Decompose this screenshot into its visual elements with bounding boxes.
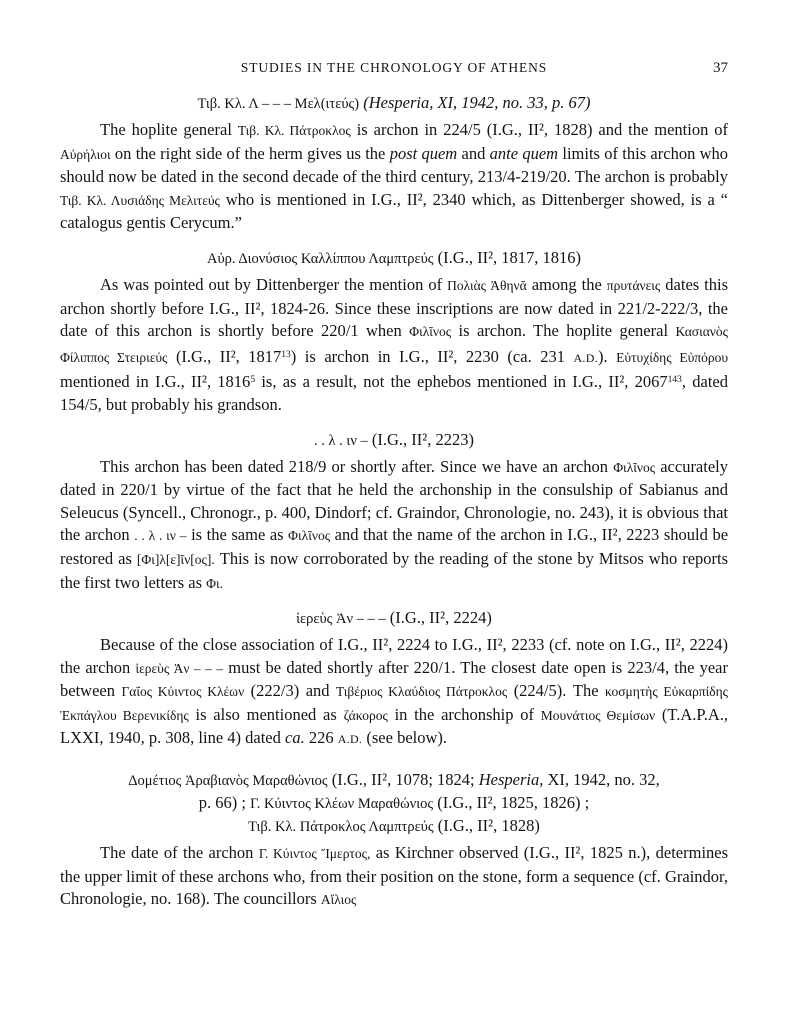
greek-text: Τιβέριος Κλαύδιος Πάτροκλος xyxy=(336,684,508,700)
section-heading xyxy=(60,247,728,270)
heading-reference: (I.G., II², 2224) xyxy=(389,608,492,628)
text-run: is archon in 224/5 (I.G., II², 1828) and the mention of xyxy=(356,120,729,139)
page-number: 37 xyxy=(713,60,728,76)
italic-text: ante quem xyxy=(489,143,559,163)
archon-name: . . λ . ιν – xyxy=(314,432,368,449)
greek-text: Φιλῖνος xyxy=(613,459,656,475)
greek-text: Φι. xyxy=(206,575,224,591)
text-run: who is mentioned in I.G., II², 2340 which, as Dittenberger showed, is a “ catalogus gentis Cerycum.” xyxy=(60,189,729,233)
text-run: as Kirchner observed (I.G., II², 1825 n.), determines the upper limit of these archons who, from their position on the stone, form a sequence (cf. Graindor, Chronologie, no. 168). The councillors xyxy=(60,843,729,909)
archon-name: Δομέτιος Ἀραβιανὸς Μαραθώνιος xyxy=(128,773,328,790)
small-caps-text: A.D. xyxy=(337,732,363,747)
heading-line xyxy=(60,792,728,815)
text-run: (T.A.P.A., LXXI, 1940, p. 308, line 4) dated xyxy=(60,704,729,748)
text-run: As was pointed out by Dittenberger the mention of xyxy=(100,274,443,294)
heading-reference: (I.G., II², 1828) xyxy=(437,816,540,836)
italic-text: post quem xyxy=(389,143,458,163)
greek-text: Εὐτυχίδης Εὐπόρου xyxy=(616,349,729,365)
text-run: dates this archon shortly before I.G., II², 1824-26. Since these inscriptions are now dated in 221/2-222/3, the date of this archon is shortly before 220/1 when xyxy=(60,274,729,341)
section-heading xyxy=(60,607,728,630)
line-number: 143 xyxy=(667,375,682,386)
text-run: The hoplite general xyxy=(100,120,232,139)
section-paragraph xyxy=(60,119,728,235)
archon-name: ἱερεὺς Ἀν – – – xyxy=(296,611,386,628)
greek-text: Αἴλιος xyxy=(320,892,357,908)
text-run: This is now corroborated by the reading of the stone by Mitsos who reports the first two letters as xyxy=(60,548,729,592)
archon-name: Αὐρ. Διονύσιος Καλλίππου Λαμπτρεύς xyxy=(206,250,434,267)
greek-text: . . λ . ιν – xyxy=(134,528,187,544)
text-run: is also mentioned as xyxy=(195,704,337,724)
greek-text: ζάκορος xyxy=(343,707,388,723)
line-number: 13 xyxy=(281,349,291,360)
greek-text: [Φι]λ[ε]ῖν[ος]. xyxy=(136,551,215,567)
greek-text: Γαΐος Κύιντος Κλέων xyxy=(121,684,245,700)
section-paragraph xyxy=(60,456,728,596)
text-run: accurately dated in 220/1 by virtue of the fact that he held the archonship in the consulship of Sabianus and Seleucus (Syncell., Chronogr., p. 400, Dindorf; cf. Graindor, Chronologie, no. 243), it is obvious that the archon xyxy=(60,456,728,545)
heading-reference: p. 66) ; xyxy=(198,793,246,813)
archon-name: Τιβ. Κλ. Λ – – – Μελ(ιτεύς) xyxy=(197,96,360,112)
text-run: among the xyxy=(531,274,602,294)
text-run: 226 xyxy=(308,728,334,748)
section-paragraph xyxy=(60,274,728,417)
text-run: (224/5). The xyxy=(513,681,599,701)
italic-text: Hesperia, xyxy=(478,770,544,790)
text-run: (see below). xyxy=(366,728,448,748)
text-run: (222/3) and xyxy=(250,681,330,701)
greek-text: Αὐρήλιοι xyxy=(60,146,111,162)
greek-text: Τιβ. Κλ. Πάτροκλος xyxy=(237,123,351,138)
section-paragraph xyxy=(60,842,728,912)
heading-reference: (I.G., II², 1817, 1816) xyxy=(437,247,582,267)
greek-text: Κασιανὸς Φίλιππος Στειριεύς xyxy=(60,324,728,365)
greek-text: ἱερεὺς Ἀν – – – xyxy=(135,660,224,676)
text-run: limits of this archon who should now be dated in the second decade of the third century, 213/4-219/20. The archon is probably xyxy=(60,143,729,187)
archon-name: Τιβ. Κλ. Πάτροκλος Λαμπτρεύς xyxy=(248,819,434,836)
greek-text: Τιβ. Κλ. Λυσιάδης Μελιτεύς xyxy=(60,192,220,208)
text-run: Because of the close association of I.G., II², 2224 to I.G., II², 2233 (cf. note on I.G., II², 2224) the archon xyxy=(60,635,728,677)
heading-reference: (I.G., II², 1825, 1826) ; xyxy=(437,793,590,813)
heading-line xyxy=(60,815,728,838)
heading-reference: (I.G., II², 1078; 1824; xyxy=(331,770,475,790)
text-run: in the archonship of xyxy=(394,704,535,724)
section-heading xyxy=(60,92,728,115)
section-heading xyxy=(60,769,728,838)
text-run: The date of the archon xyxy=(100,843,254,863)
page xyxy=(60,60,728,912)
heading-reference: XI, 1942, no. 32, xyxy=(547,770,660,790)
greek-text: Φιλῖνος xyxy=(409,324,452,340)
text-run: mentioned in I.G., II², 1816 xyxy=(60,372,251,392)
text-run: ). xyxy=(598,346,608,366)
text-run: and that the name of the archon in I.G., II², 2223 should be restored as xyxy=(60,525,729,568)
running-title: STUDIES IN THE CHRONOLOGY OF ATHENS xyxy=(240,60,548,75)
heading-reference: (Hesperia, XI, 1942, no. 33, p. 67) xyxy=(363,93,591,112)
text-run: is archon. The hoplite general xyxy=(458,321,669,341)
greek-text: κοσμητὴς Εὐκαρπίδης Ἐκπάγλου Βερενικίδης xyxy=(60,684,729,723)
running-head xyxy=(60,60,728,84)
text-run: is the same as xyxy=(191,525,284,545)
text-run: ) is archon in I.G., II², 2230 (ca. 231 xyxy=(290,346,565,366)
greek-text: Μουνάτιος Θεμίσων xyxy=(540,707,656,723)
section-paragraph xyxy=(60,634,728,751)
archon-name: Γ. Κύιντος Κλέων Μαραθώνιος xyxy=(250,796,434,813)
section-heading xyxy=(60,429,728,452)
heading-line xyxy=(60,769,728,792)
text-run: must be dated shortly after 220/1. The closest date open is 223/4, the year between xyxy=(60,657,729,701)
text-run: and xyxy=(461,143,486,163)
greek-text: Γ. Κύιντος Ἵμερτος, xyxy=(258,846,371,862)
text-run: This archon has been dated 218/9 or shortly after. Since we have an archon xyxy=(100,456,609,476)
line-number: 5 xyxy=(250,375,256,386)
italic-text: ca. xyxy=(285,728,305,748)
text-run: on the right side of the herm gives us the xyxy=(114,143,386,163)
text-run: (I.G., II², 1817 xyxy=(175,346,282,366)
greek-text: Φιλῖνος xyxy=(288,528,331,544)
text-run: , dated 154/5, but probably his grandson. xyxy=(60,372,728,414)
greek-text: Πολιὰς Ἀθηνᾶ xyxy=(447,277,527,293)
text-run: is, as a result, not the ephebos mentioned in I.G., II², 2067 xyxy=(261,372,668,392)
small-caps-text: A.D. xyxy=(573,350,599,365)
heading-reference: (I.G., II², 2223) xyxy=(371,429,474,449)
greek-text: πρυτάνεις xyxy=(606,277,661,293)
